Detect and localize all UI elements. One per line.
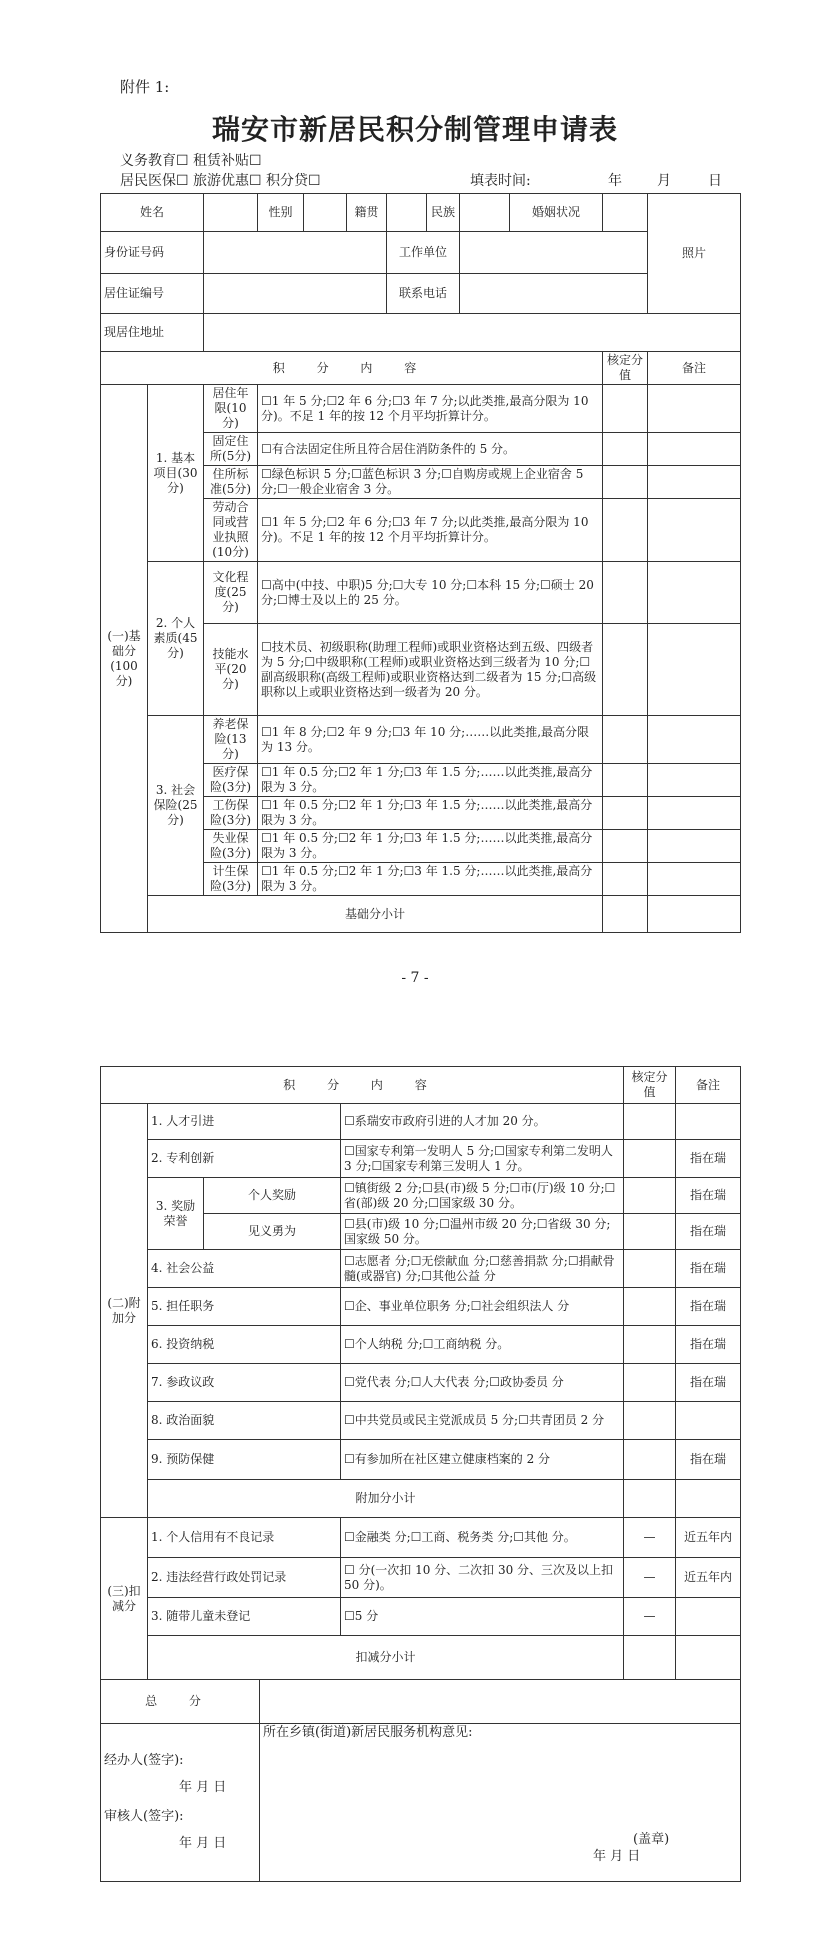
gender-label: 性别 <box>258 194 304 232</box>
item-label: 2. 专利创新 <box>148 1140 341 1178</box>
item-content: ☐党代表 分;☐人大代表 分;☐政协委员 分 <box>341 1364 624 1402</box>
verify-cell[interactable] <box>603 797 648 830</box>
remark-cell: 指在瑞 <box>676 1140 741 1178</box>
gender-field[interactable] <box>304 194 347 232</box>
service-opinion-label: 所在乡镇(街道)新居民服务机构意见: <box>263 1725 473 1740</box>
remark-cell[interactable] <box>648 385 741 433</box>
remark-cell: 指在瑞 <box>676 1178 741 1214</box>
item-content: ☐镇街级 2 分;☐县(市)级 5 分;☐市(厅)级 10 分;☐省(部)级 20 分;☐国家级 30 分。 <box>341 1178 624 1214</box>
remark-cell: 指在瑞 <box>676 1364 741 1402</box>
item-content: ☐1 年 5 分;☐2 年 6 分;☐3 年 7 分;以此类推,最高分限为 10 分)。不足 1 年的按 12 个月平均折算计分。 <box>258 499 603 562</box>
name-label: 姓名 <box>101 194 204 232</box>
remark-cell: 指在瑞 <box>676 1440 741 1480</box>
item-label: 1. 个人信用有不良记录 <box>148 1518 341 1558</box>
id-label: 身份证号码 <box>101 232 204 274</box>
item-label: 8. 政治面貌 <box>148 1402 341 1440</box>
service-options-row1: 义务教育☐ 租赁补贴☐ <box>120 153 262 169</box>
service-options-row2: 居民医保☐ 旅游优惠☐ 积分贷☐ <box>120 173 321 189</box>
remark-cell[interactable] <box>648 863 741 896</box>
item-content: ☐志愿者 分;☐无偿献血 分;☐慈善捐款 分;☐捐献骨髓(或器官) 分;☐其他公益 分 <box>341 1250 624 1288</box>
verify-cell[interactable] <box>624 1250 676 1288</box>
remark-header: 备注 <box>648 352 741 385</box>
content-header: 积 分 内 容 <box>101 1067 624 1104</box>
section-deduction: (三)扣减分 <box>101 1518 148 1680</box>
remark-cell: 指在瑞 <box>676 1326 741 1364</box>
name-field[interactable] <box>204 194 258 232</box>
remark-header: 备注 <box>676 1067 741 1104</box>
item-content: ☐国家专利第一发明人 5 分;☐国家专利第二发明人 3 分;☐国家专利第三发明人 1 分。 <box>341 1140 624 1178</box>
item-content: ☐有合法固定住所且符合居住消防条件的 5 分。 <box>258 433 603 466</box>
fill-day: 日 <box>708 173 722 189</box>
additional-score-table <box>100 1066 741 1882</box>
remark-cell[interactable] <box>648 433 741 466</box>
item-content: ☐1 年 0.5 分;☐2 年 1 分;☐3 年 1.5 分;……以此类推,最高分限为 3 分。 <box>258 830 603 863</box>
group-basic-items: 1. 基本项目(30分) <box>148 385 204 562</box>
verify-header: 核定分值 <box>603 352 648 385</box>
verify-cell[interactable] <box>603 716 648 764</box>
item-content: ☐绿色标识 5 分;☐蓝色标识 3 分;☐自购房或规上企业宿舍 5 分;☐一般企业宿舍 3 分。 <box>258 466 603 499</box>
address-label: 现居住地址 <box>101 314 204 352</box>
item-label: 计生保险(3分) <box>204 863 258 896</box>
item-content: ☐ 分(一次扣 10 分、二次扣 30 分、三次及以上扣 50 分)。 <box>341 1558 624 1598</box>
form-title: 瑞安市新居民积分制管理申请表 <box>211 113 618 146</box>
verify-cell[interactable] <box>624 1636 676 1680</box>
work-unit-field[interactable] <box>460 232 648 274</box>
item-content: ☐高中(中技、中职)5 分;☐大专 10 分;☐本科 15 分;☐硕士 20 分;☐博士及以上的 25 分。 <box>258 562 603 624</box>
item-content: ☐1 年 5 分;☐2 年 6 分;☐3 年 7 分;以此类推,最高分限为 10 分)。不足 1 年的按 12 个月平均折算计分。 <box>258 385 603 433</box>
basic-score-table <box>100 193 741 933</box>
address-field[interactable] <box>204 314 741 352</box>
item-label: 2. 违法经营行政处罚记录 <box>148 1558 341 1598</box>
verify-header: 核定分值 <box>624 1067 676 1104</box>
ethnic-field[interactable] <box>460 194 510 232</box>
item-label: 7. 参政议政 <box>148 1364 341 1402</box>
item-label: 居住年限(10分) <box>204 385 258 433</box>
remark-cell: 指在瑞 <box>676 1250 741 1288</box>
item-label: 医疗保险(3分) <box>204 764 258 797</box>
marital-field[interactable] <box>603 194 648 232</box>
total-score-label: 总 分 <box>101 1680 260 1724</box>
verify-cell[interactable]: — <box>624 1518 676 1558</box>
remark-cell <box>676 1104 741 1140</box>
group-reward-honor: 3. 奖励荣誉 <box>148 1178 204 1250</box>
item-content: ☐系瑞安市政府引进的人才加 20 分。 <box>341 1104 624 1140</box>
item-content: ☐1 年 0.5 分;☐2 年 1 分;☐3 年 1.5 分;……以此类推,最高分限为 3 分。 <box>258 863 603 896</box>
item-content: ☐1 年 0.5 分;☐2 年 1 分;☐3 年 1.5 分;……以此类推,最高分限为 3 分。 <box>258 764 603 797</box>
remark-cell: 近五年内 <box>676 1558 741 1598</box>
item-label: 4. 社会公益 <box>148 1250 341 1288</box>
remark-cell: 近五年内 <box>676 1518 741 1558</box>
item-label: 技能水平(20分) <box>204 624 258 716</box>
native-label: 籍贯 <box>347 194 387 232</box>
verify-cell[interactable]: — <box>624 1598 676 1636</box>
verify-cell[interactable] <box>624 1140 676 1178</box>
item-label: 住所标准(5分) <box>204 466 258 499</box>
fill-time-label: 填表时间: <box>470 173 531 189</box>
item-content: ☐县(市)级 10 分;☐温州市级 20 分;☐省级 30 分;国家级 50 分。 <box>341 1214 624 1250</box>
remark-cell[interactable] <box>648 499 741 562</box>
verify-cell[interactable] <box>624 1104 676 1140</box>
verify-cell[interactable] <box>624 1440 676 1480</box>
remark-cell[interactable] <box>676 1480 741 1518</box>
item-content: ☐金融类 分;☐工商、税务类 分;☐其他 分。 <box>341 1518 624 1558</box>
remark-cell[interactable] <box>648 562 741 624</box>
section-basic: (一)基础分(100分) <box>101 385 148 933</box>
remark-cell[interactable] <box>648 764 741 797</box>
verify-cell[interactable] <box>603 624 648 716</box>
item-label: 失业保险(3分) <box>204 830 258 863</box>
verify-cell[interactable] <box>603 863 648 896</box>
handler-date[interactable]: 年 月 日 <box>179 1780 227 1795</box>
reviewer-date[interactable]: 年 月 日 <box>179 1836 227 1851</box>
item-label: 文化程度(25分) <box>204 562 258 624</box>
group-social-insurance: 3. 社会保险(25分) <box>148 716 204 896</box>
item-label: 6. 投资纳税 <box>148 1326 341 1364</box>
item-content: ☐5 分 <box>341 1598 624 1636</box>
permit-label: 居住证编号 <box>101 274 204 314</box>
marital-label: 婚姻状况 <box>510 194 603 232</box>
verify-cell[interactable] <box>624 1326 676 1364</box>
remark-cell <box>676 1402 741 1440</box>
handler-signature[interactable]: 经办人(签字): <box>104 1753 184 1768</box>
verify-cell[interactable] <box>624 1480 676 1518</box>
remark-cell[interactable] <box>676 1636 741 1680</box>
fill-year: 年 <box>608 173 622 189</box>
verify-cell[interactable] <box>624 1364 676 1402</box>
item-label: 1. 人才引进 <box>148 1104 341 1140</box>
deduction-subtotal-label: 扣减分小计 <box>148 1636 624 1680</box>
remark-cell[interactable] <box>648 830 741 863</box>
remark-cell <box>676 1598 741 1636</box>
item-label: 见义勇为 <box>204 1214 341 1250</box>
verify-cell[interactable] <box>603 499 648 562</box>
native-field[interactable] <box>387 194 427 232</box>
work-unit-label: 工作单位 <box>387 232 460 274</box>
basic-subtotal-label: 基础分小计 <box>148 896 603 933</box>
photo-box[interactable]: 照片 <box>648 194 741 314</box>
ethnic-label: 民族 <box>427 194 460 232</box>
item-content: ☐1 年 0.5 分;☐2 年 1 分;☐3 年 1.5 分;……以此类推,最高分限为 3 分。 <box>258 797 603 830</box>
verify-cell[interactable] <box>603 466 648 499</box>
remark-cell[interactable] <box>648 896 741 933</box>
additional-subtotal-label: 附加分小计 <box>148 1480 624 1518</box>
item-label: 9. 预防保健 <box>148 1440 341 1480</box>
item-label: 3. 随带儿童未登记 <box>148 1598 341 1636</box>
phone-field[interactable] <box>460 274 648 314</box>
verify-cell[interactable] <box>624 1214 676 1250</box>
page-number: - 7 - <box>401 970 429 986</box>
verify-cell[interactable] <box>603 764 648 797</box>
verify-cell[interactable] <box>603 433 648 466</box>
item-label: 个人奖励 <box>204 1178 341 1214</box>
verify-cell[interactable]: — <box>624 1558 676 1598</box>
verify-cell[interactable] <box>603 896 648 933</box>
phone-label: 联系电话 <box>387 274 460 314</box>
seal-label: (盖章) <box>633 1832 670 1847</box>
section-additional: (二)附加分 <box>101 1104 148 1518</box>
verify-cell[interactable] <box>624 1402 676 1440</box>
verify-cell[interactable] <box>603 385 648 433</box>
signature-area <box>101 1724 260 1882</box>
remark-cell[interactable] <box>648 466 741 499</box>
verify-cell[interactable] <box>603 830 648 863</box>
item-label: 工伤保险(3分) <box>204 797 258 830</box>
id-field[interactable] <box>204 232 387 274</box>
remark-cell: 指在瑞 <box>676 1288 741 1326</box>
content-header: 积 分 内 容 <box>101 352 603 385</box>
item-label: 养老保险(13分) <box>204 716 258 764</box>
item-label: 固定住所(5分) <box>204 433 258 466</box>
remark-cell: 指在瑞 <box>676 1214 741 1250</box>
reviewer-signature[interactable]: 审核人(签字): <box>104 1809 184 1824</box>
total-score-field[interactable] <box>260 1680 741 1724</box>
fill-month: 月 <box>657 173 671 189</box>
attachment-label: 附件 1: <box>120 78 170 96</box>
item-content: ☐1 年 8 分;☐2 年 9 分;☐3 年 10 分;……以此类推,最高分限为 13 分。 <box>258 716 603 764</box>
remark-cell[interactable] <box>648 624 741 716</box>
permit-field[interactable] <box>204 274 387 314</box>
remark-cell[interactable] <box>648 716 741 764</box>
item-content: ☐中共党员或民主党派成员 5 分;☐共青团员 2 分 <box>341 1402 624 1440</box>
verify-cell[interactable] <box>624 1178 676 1214</box>
item-label: 5. 担任职务 <box>148 1288 341 1326</box>
item-content: ☐企、事业单位职务 分;☐社会组织法人 分 <box>341 1288 624 1326</box>
opinion-date[interactable]: 年 月 日 <box>593 1849 641 1864</box>
item-content: ☐技术员、初级职称(助理工程师)或职业资格达到五级、四级者为 5 分;☐中级职称(工程师)或职业资格达到三级者为 10 分;☐副高级职称(高级工程师)或职业资格达到二级者为 15 分;☐高级职称以上或职业资格达到一级者为 20 分。 <box>258 624 603 716</box>
item-content: ☐有参加所在社区建立健康档案的 2 分 <box>341 1440 624 1480</box>
verify-cell[interactable] <box>624 1288 676 1326</box>
group-personal-quality: 2. 个人素质(45分) <box>148 562 204 716</box>
verify-cell[interactable] <box>603 562 648 624</box>
item-label: 劳动合同或营业执照(10分) <box>204 499 258 562</box>
service-opinion-area <box>260 1724 741 1882</box>
item-content: ☐个人纳税 分;☐工商纳税 分。 <box>341 1326 624 1364</box>
remark-cell[interactable] <box>648 797 741 830</box>
